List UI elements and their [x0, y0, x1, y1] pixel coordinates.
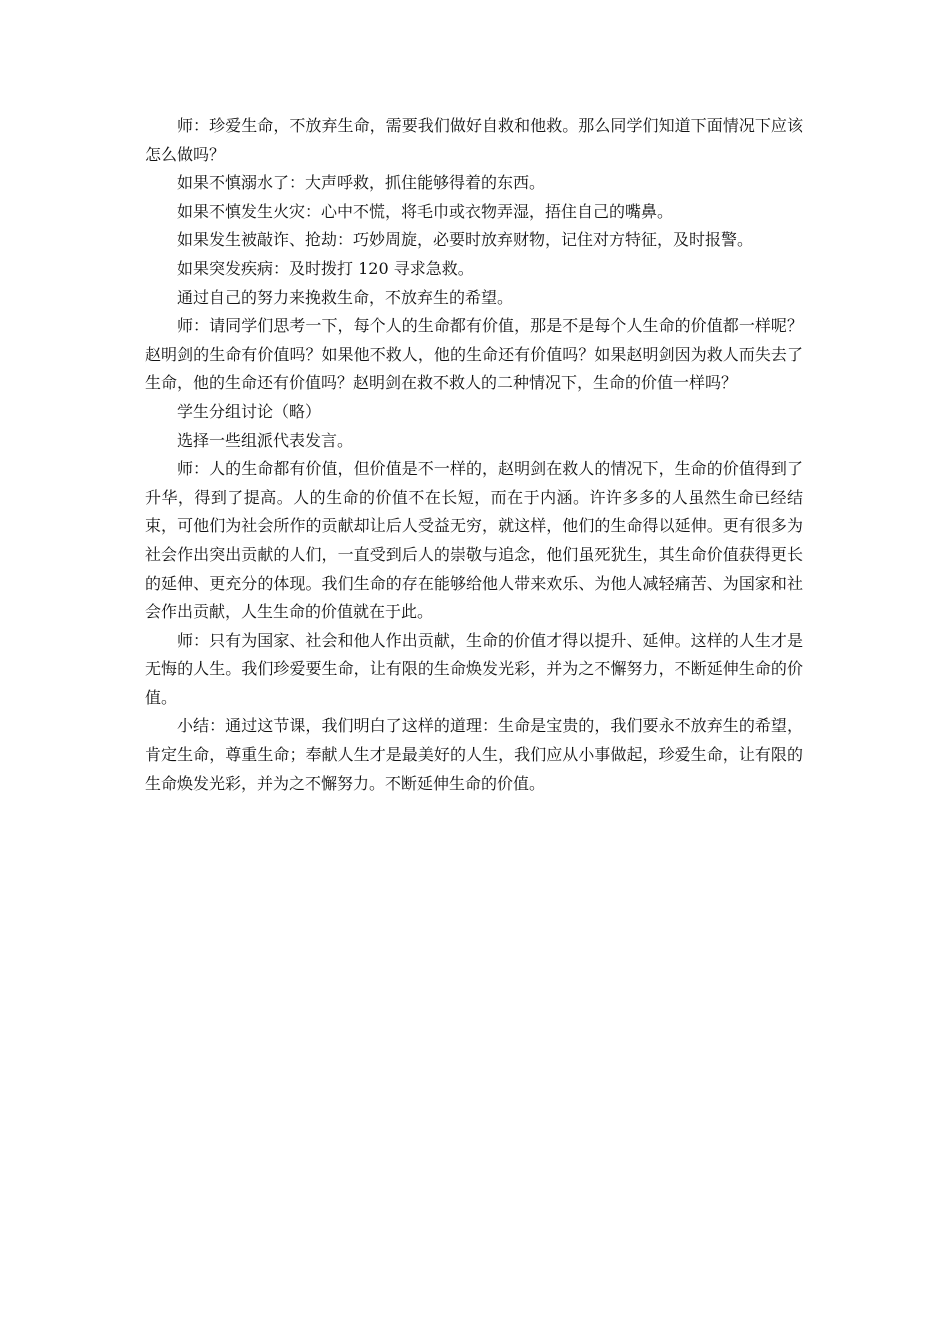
paragraph-teacher-contribution: 师：只有为国家、社会和他人作出贡献，生命的价值才得以提升、延伸。这样的人生才是无悔的人生。我们珍爱要生命，让有限的生命焕发光彩，并为之不懈努力，不断延伸生命的价值。	[145, 630, 803, 707]
document-body	[145, 112, 803, 798]
paragraph-group-discussion: 学生分组讨论（略）	[177, 401, 322, 421]
paragraph-self-effort: 通过自己的努力来挽救生命，不放弃生的希望。	[177, 287, 514, 307]
paragraph-teacher-value: 师：人的生命都有价值，但价值是不一样的，赵明剑在救人的情况下，生命的价值得到了升华，得到了提高。人的生命的价值不在长短，而在于内涵。许许多多的人虽然生命已经结束，可他们为社会所作的贡献却让后人受益无穷，就这样，他们的生命得以延伸。更有很多为社会作出突出贡献的人们，一直受到后人的崇敬与追念，他们虽死犹生，其生命价值获得更长的延伸、更充分的体现。我们生命的存在能够给他人带来欢乐、为他人减轻痛苦、为国家和社会作出贡献，人生生命的价值就在于此。	[145, 459, 803, 622]
paragraph-fire: 如果不慎发生火灾：心中不慌，将毛巾或衣物弄湿，捂住自己的嘴鼻。	[177, 201, 674, 221]
paragraph-representatives: 选择一些组派代表发言。	[177, 430, 354, 450]
paragraph-drowning: 如果不慎溺水了：大声呼救，抓住能够得着的东西。	[177, 173, 546, 193]
paragraph-teacher-question: 师：请同学们思考一下，每个人的生命都有价值，那是不是每个人生命的价值都一样呢？赵明剑的生命有价值吗？如果他不救人，他的生命还有价值吗？如果赵明剑因为救人而失去了生命，他的生命还有价值吗？赵明剑在救不救人的二种情况下，生命的价值一样吗？	[145, 316, 803, 393]
paragraph-teacher-self-rescue: 师：珍爱生命，不放弃生命，需要我们做好自救和他救。那么同学们知道下面情况下应该怎么做吗？	[145, 116, 803, 164]
paragraph-robbery: 如果发生被敲诈、抢劫：巧妙周旋，必要时放弃财物，记住对方特征，及时报警。	[177, 230, 754, 250]
paragraph-illness: 如果突发疾病：及时拨打 120 寻求急救。	[177, 258, 474, 278]
paragraph-summary: 小结：通过这节课，我们明白了这样的道理：生命是宝贵的，我们要永不放弃生的希望，肯定生命，尊重生命；奉献人生才是最美好的人生，我们应从小事做起，珍爱生命，让有限的生命焕发光彩，并为之不懈努力。不断延伸生命的价值。	[145, 716, 803, 793]
